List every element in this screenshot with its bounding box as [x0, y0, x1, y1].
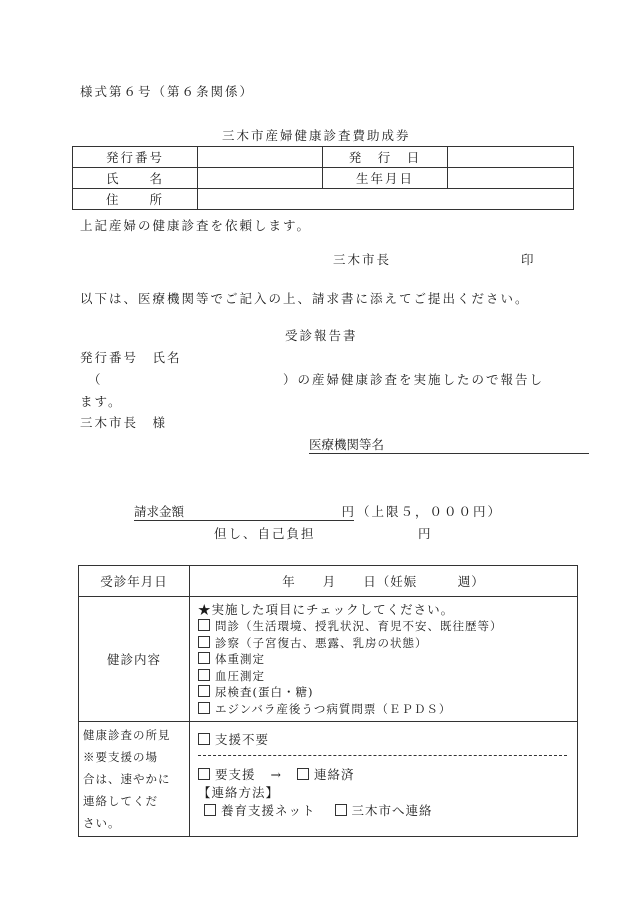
- address-field[interactable]: [198, 189, 574, 210]
- contacted-option[interactable]: 連絡済: [297, 767, 355, 782]
- needs-support-row: [198, 766, 577, 784]
- request-text: 上記産婦の健康診査を依頼します。: [80, 218, 312, 233]
- addressee: 三木市長 様: [80, 415, 168, 430]
- seal-mark: 印: [521, 252, 534, 267]
- checkbox-icon[interactable]: [198, 652, 210, 664]
- self-pay-label: 但し、自己負担: [214, 526, 316, 541]
- checkbox-icon[interactable]: [198, 636, 210, 648]
- facility-label: 医療機関等名: [309, 437, 385, 452]
- checkbox-icon[interactable]: [198, 619, 210, 631]
- checkup-content-label: 健診内容: [79, 597, 190, 722]
- issue-number-field[interactable]: [198, 147, 323, 168]
- issue-number-label: 発行番号: [73, 147, 198, 168]
- checkup-date-value[interactable]: 年 月 日（妊娠 週）: [190, 566, 578, 597]
- network-option[interactable]: 養育支援ネット: [204, 803, 316, 818]
- check-instruction: ★実施した項目にチェックしてください。: [198, 602, 455, 617]
- checklist-item[interactable]: エジンバラ産後うつ病質問票（ＥＰＤＳ）: [198, 701, 577, 718]
- address-label: 住 所: [73, 189, 198, 210]
- findings-cell: [190, 722, 578, 837]
- contact-method-row: [198, 802, 577, 820]
- checkup-content-cell: [190, 597, 578, 722]
- facility-name-field[interactable]: [309, 435, 589, 454]
- contact-method-label: 【連絡方法】: [198, 785, 280, 800]
- birth-date-field[interactable]: [448, 168, 574, 189]
- form-number: 様式第６号（第６条関係）: [80, 84, 255, 99]
- billing-yen: 円: [341, 504, 354, 519]
- checkbox-icon[interactable]: [335, 804, 347, 816]
- checkbox-icon[interactable]: [198, 733, 210, 745]
- report-statement-cont: ます。: [80, 394, 123, 409]
- issue-date-label: 発 行 日: [323, 147, 448, 168]
- checkup-table: [78, 565, 578, 837]
- ticket-table: [72, 146, 574, 210]
- no-support-option[interactable]: 支援不要: [198, 731, 577, 749]
- birth-date-label: 生年月日: [323, 168, 448, 189]
- needs-support-option[interactable]: 要支援: [198, 767, 256, 782]
- dashed-divider: [198, 755, 567, 766]
- checkbox-icon[interactable]: [198, 669, 210, 681]
- checkbox-icon[interactable]: [198, 702, 210, 714]
- checkbox-icon[interactable]: [297, 768, 309, 780]
- billing-label: 請求金額: [134, 504, 185, 519]
- checkup-date-label: 受診年月日: [79, 566, 190, 597]
- report-title: 受診報告書: [285, 328, 358, 343]
- checklist-item[interactable]: 血圧測定: [198, 668, 577, 685]
- instruction-text: 以下は、医療機関等でご記入の上、請求書に添えてご提出ください。: [80, 291, 530, 306]
- ticket-title: 三木市産婦健康診査費助成券: [222, 128, 411, 143]
- findings-label: 健康診査の所見 ※要支援の場 合は、速やかに 連絡してくだ さい。: [79, 722, 190, 837]
- billing-limit: （上限５，０００円）: [357, 504, 503, 519]
- checkbox-icon[interactable]: [198, 685, 210, 697]
- checklist-item[interactable]: 尿検査(蛋白・糖): [198, 684, 577, 701]
- billing-amount-field[interactable]: [134, 502, 354, 521]
- self-pay-yen: 円: [418, 526, 431, 541]
- name-field[interactable]: [198, 168, 323, 189]
- name-label: 氏 名: [73, 168, 198, 189]
- city-option[interactable]: 三木市へ連絡: [335, 803, 433, 818]
- mayor-name: 三木市長: [333, 252, 392, 267]
- report-statement: ）の産婦健康診査を実施したので報告し: [283, 372, 545, 387]
- checkbox-icon[interactable]: [198, 768, 210, 780]
- issue-date-field[interactable]: [448, 147, 574, 168]
- checklist-item[interactable]: 診察（子宮復古、悪露、乳房の状態）: [198, 635, 577, 652]
- issue-name-label: 発行番号 氏名: [80, 350, 182, 365]
- paren-open: （: [88, 372, 101, 387]
- checklist-item[interactable]: 問診（生活環境、授乳状況、育児不安、既往歴等）: [198, 618, 577, 635]
- checklist-item[interactable]: 体重測定: [198, 651, 577, 668]
- checkbox-icon[interactable]: [204, 804, 216, 816]
- arrow-icon: →: [270, 767, 282, 782]
